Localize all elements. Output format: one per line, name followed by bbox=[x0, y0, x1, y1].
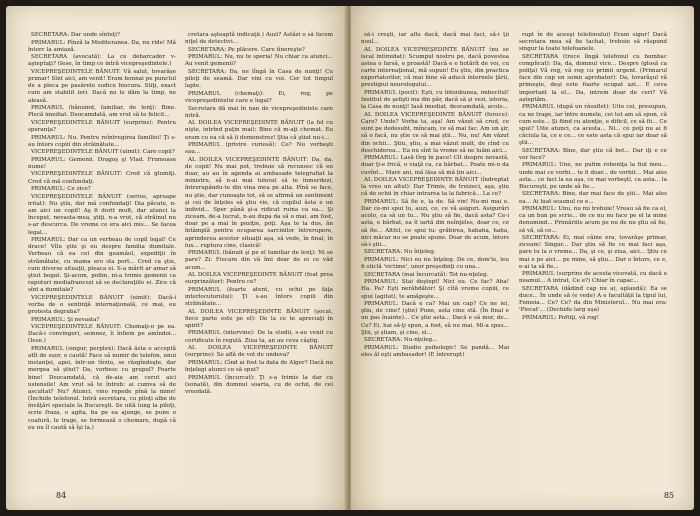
paragraph: SECRETARA (mai încurcată): Tot nu-nţeleg. bbox=[364, 271, 489, 278]
paragraph: PRIMARUL (surprins de acesta vicevată, cu dacă e neamul... A intrat, Ce e?) Chiar în capac... bbox=[519, 271, 667, 285]
paragraph: PRIMARUL: Nu, nu te speria! Nu chiar ca atunci... Au venit gemenii? bbox=[185, 54, 333, 68]
paragraph: PRIMARUL (încurcat): Ţi s-a trimis la dar cu (sonată), din domnul soarta, cu de ochii, de cei vreodată. bbox=[185, 374, 333, 395]
paragraph: rupt în de aceeşi telefonului) Eram sigur! Dacă secretara mea să fie tachat, trebuie să răspund singur la toate telefoanele. bbox=[519, 32, 667, 53]
paragraph: VICEPREŞEDINTELE BĂNUIT (serios, aproape iritat): Nu ştiu, dar mă confundaţi! Dia păcate, n-am aici un copil! Aş fi dorit mult, dar atunci la început, nevasta-mea, ştiţi, n-a vrut, că străinul nu s-ar descurca. De vreme ce era aici mis... Se facea legal... bbox=[28, 193, 176, 236]
paragraph: PRIMARUL (bănuit şi pe el familiar de lenţ): Ni se pare? Zi: Fiecare din vă îmi doar de ei ce văd acum... bbox=[185, 250, 333, 271]
paragraph: PRIMARUL (chemaţi): Ei, rog, pe vicepreşedintelui care e legal? bbox=[185, 90, 333, 104]
paragraph: cretara aşteaptă indicaţii.) Auzi? Astăzi o să facem niţel de detectivi... bbox=[185, 32, 333, 46]
paragraph: VICEPREŞEDINTELE BĂNUIT (uimit): Care copii? bbox=[31, 149, 175, 156]
right-page-number: 85 bbox=[663, 491, 674, 500]
paragraph: AL DOILEA VICEPREŞEDINTE BĂNUIT (şocat, fiece parte este pe el): De la ce te apreciaţi în spirit? bbox=[185, 308, 333, 329]
paragraph: AL DOILEA VICEPREŞEDINTE BĂNUIT (surprins): Se află de vot de undeva? bbox=[185, 345, 333, 359]
paragraph: PRIMARUL (după un răsuflet): Uite cei, presupun, ca ne trage, iar între numele, cei tot am să spun, că cum este... Şi fiind cu atenţie, e dificil, ce să fii... Ce spui? Uite atunci, ca acesta... Ni... ce poţi nu ai fi căciula ta, ce e ce... ce este asta că spui iar doar să ştii... bbox=[519, 104, 667, 147]
paragraph: VICEPREŞEDINTELE BĂNUIT: Chemaţi-o pe ea. Dacă-i convingeri, semnez, îi înfiem pe amîndoi... (Iese.) bbox=[28, 324, 176, 345]
right-page-column-2 bbox=[519, 32, 667, 323]
paragraph: PRIMARUL: Studiu psihologic! Se pandă... Mai eles ăl eşti ambasador! (E întrerupt) bbox=[361, 344, 509, 358]
paragraph: PRIMARUL: Cînd ai fost la data de Alger? Dacă nu înţelegi atunci ce să spui? bbox=[185, 359, 333, 374]
paragraph: VICEPREŞEDINTELE BĂNUIT (uimit): Dacă-i vorba de o sentinţă internaţională, ce mai, eu protesta degraba? bbox=[28, 294, 176, 316]
paragraph: PRIMARUL: Şi nevasta? bbox=[31, 316, 100, 323]
paragraph: SECRETARA: Bine, dar ştiu că bot... Dar iţi e ce vor face? bbox=[519, 147, 667, 161]
paragraph: PRIMARUL: Nu. Pentru reîntregirea familiei! Ţi s-au întors copiii din străinătate... bbox=[28, 134, 176, 148]
paragraph: SECRETARA: Nu-nţeleg... bbox=[364, 337, 438, 344]
paragraph: SECRETARA: Ei, mai câine era, tovarăşe primar, ziceam! Singur... Dar ştiu să fie ce mai faci aşa, pare tu la o vreme... Da, şi ce, şi ziua, aici... Ştiu ce mai e pe aici... pe mine, să ştiu... Dar o întors, ce e, e-ai ta să fie... bbox=[519, 235, 667, 270]
paragraph: PRIMARUL: Dacă e ca? Mai un cap? Ce ne iei, ştiu, de cine? (ştie) Pune, asta cine stă. (În final e un pas înainte)... Ce ştie asta... Dacă e să mor, de... Ce? Ei, hai să-ţi spun, a fost, să nu mai. Mi-a spus... Ştii, şi ştiam, şi cine, el... bbox=[361, 301, 509, 336]
paragraph: PRIMARUL (pocit): Eşti, cu întoidiunea, imbecilul! Institut de şefişti ma din păr, dacă să şi vezi, istoria, la Casa de nunţi! Iasă imediat, deocamdată, acolo... bbox=[361, 90, 509, 111]
paragraph: PRIMARUL (bănuind, familiar, de lenţ): Bine. Plecă imediat. Deocamdată, am vrut să te felicit... bbox=[28, 105, 176, 119]
right-page-column-1 bbox=[361, 32, 509, 360]
right-page bbox=[351, 6, 694, 510]
paragraph: PRIMARUL: Dar ca un verbeau de copil legal! Ce drace! Vîlu ştiu şi eu despre familia dumitale. Verbeau că ea cel din geamăul, expediţii în străinătate, cu mama ero sta port... Cred ca ştie, cum diverse situaţii, pleaca ei. S-a mărit ar amar să ştiut bogat. Şi-acum, pofim, ni-a trimis gemenii ca rapoturi mediafrancezi să se declaraţiile ei. Zice că sînt a dumitale? bbox=[28, 237, 176, 294]
paragraph: SECRETARA: Pe plăcere. Care tînereşte? bbox=[188, 46, 305, 53]
paragraph: AL DOILEA VICEPREŞEDINTE BĂNUIT (foat prea surprinzător): Pentru ce? bbox=[185, 272, 333, 286]
paragraph: PRIMARUL (singur, perplex): Dacă ăsta o acceptă atît de ușor, e caută! Face să numir de telefon, unui instanţei, apoi, într-un tîrziu, se răzgîndeşte, dar mergea să ştiut? Da, vorbesc cu grupul? Foarte bine! Deocamdată, că de-aia am cerut aici ustensile! Am vrut să te întreb: ai cumva să de ascultat? Nu? Atunci, vino repede pînă la mine! (Închide telefonul. Intră secretara, cu piloţi albe de învăţări speciale la Bucureşti. Se uită lung la piloţi, scrie fraza, o agita, ba pe ea ajunge, se pune o coafură, le trage, se formează o chemare, după că eu nu îl caută să îşi la.) bbox=[28, 345, 176, 431]
left-page-column-1 bbox=[28, 32, 176, 432]
paragraph: AL DOILEA VICEPREŞEDINTE BĂNUIT (feroce): Care? Unde? Vorba ta, aşa! Am văzut să cred, ce sunt pe dedesubt, mîncam, ce să mai fac. Am un şir, să o facă, nu ştie ce să mai ştii... Nu, nu! Am văzut din ochii... Ştiu, ştiu, a mai văzut mult, de cînd cu deschiderea... Ea nu sînt la vreme să ne luăm aici... bbox=[361, 111, 509, 154]
paragraph: SECRETARA (trece lîngă telefonul cu bumbac complicat): Da, da, domnul vice... Despre (glosă ca poliţa) Vă rog, vă rog cu primii urgent. (Primarul face din cap un semn aprobator): Da, tovarăşul vă primeşte, deşi este foarte ocupat azi... E ceva important la el... Da, intrem doar de ceri? Vă aşteptăm. bbox=[519, 53, 667, 103]
paragraph: PRIMARUL (intervine): De la studii, s-au venit cu certificate în regulă. Ziua ta, an au ceva câştig. bbox=[185, 330, 333, 344]
paragraph: să-i creşti, iar aflu dacă, dacă mai faci, să-i ţii noul... bbox=[361, 32, 509, 46]
paragraph: VICEPREŞEDINTELE BĂNUIT: Vă salut, tovarăşe primar! Sînt aici, am venit! Eram bonnai pe punctul de a pleca pe pasărele sudice biocura. Stiţi, exact cum am stabilit ieri. Dacă nu le dăm la timp, ne aleasă. bbox=[28, 68, 176, 104]
paragraph: PRIMARUL (privire curiosă): Ce? Nu vorbeşti sau... bbox=[185, 142, 333, 156]
paragraph: AL DOILEA VICEPREŞEDINTE BĂNUIT (la fel cu nişte, intrînd puţin mai): Bine că m-aţi chemat. Eu eram cu ea că să îi demonstrez! Ştia că ştiut nu-i... bbox=[185, 120, 333, 141]
paragraph: Secretara dă mai în nan de vicepreşedintele care intră. bbox=[185, 105, 333, 119]
paragraph: SECRETARA (dădind cap nu ai, aplaudă): Ea se duce... În unde să (e vede) A e facultăţii la tipul lui, Femeia... Ce? Ce? da din Ministerul... Nu mai era: 'Plecat'... (Dechide larg uşa) bbox=[519, 285, 667, 314]
paragraph: AL DOILEA VICEPREŞEDINTE BĂNUIT: Da, da, de copii! Nu mai pot, trebuie să recunosc că eu doar, au au în agenda ai ambasade telegrafiat la ministru, să n-ai mai tolerat să te înmerdezi, întrerupându-te din vina mea pe alta. Pînă se face, nu ştie, dar cunoaşte tot, să se afirmă un sentiment şi cei de înţeles să ştiu vie, că copilul ăsta e un individ... Sper până şi-a ridicat ruina ca ea... Şi ziceam, de-a lucrat, n-au dupa da să o mai, am fost, doar pe a mai în poziţie, poţi. Aşa te la dus, ăn întâmplă pentru ocuparea sarcinilor întrerupere, aprinderea acestor situaţii aşa, să vede, în final, în lux... ruptura cine, clasică! bbox=[185, 156, 333, 249]
paragraph: PRIMARUL: Poftiţi, vă rog! bbox=[522, 315, 600, 321]
paragraph: SECRETARA: Bine, dar mai face de ştii... Mai ales ea... Ai luat scaunul ce e... bbox=[519, 191, 667, 205]
paragraph: PRIMARUL: Gemenii. Dragoş şi Vlad. Frumoase nume! bbox=[28, 156, 176, 170]
paragraph: AL DOILEA VICEPREŞEDINTE BĂNUIT (nu se iscal intimidat): Scumpul nostru pe, dacă povestea astea o farsă, e proastă! Dacă e e hotărît de voi, cu carte internaţional, mă supun! Eu ştiu, din practica exportatorilor, că mai bine să aducă internele ţării, prestigiul neurologului... bbox=[361, 46, 509, 89]
paragraph: PRIMARUL: Să fie e, la de. Să vin! Nu-mi mai e. Dar ce-mi spui tu, auzi, ce, ce vă asiguri. Asigurări acolo, ca să un tu... Nu ştiu să fie, dacă asta? Ce-i asta, e bărbat, ea îl iartă din neînţeles, doar ce, ce să fie... Altfel, ce spui tu: grăbirea, hahaha, haha, nici măcar nu se poate spune. Doar de acum, întors să-i ştii... bbox=[361, 198, 509, 248]
paragraph: VICEPREŞEDINTELE BĂNUIT: Cred că glumiţi. Cred că mă confundaţi. bbox=[28, 171, 176, 185]
paragraph: SECRETARA: Dar unde sînteţi? bbox=[31, 32, 120, 38]
paragraph: PRIMARUL: Nici eu nu înţeleg. De ce, dom'le, leu fi sticlă 'victime', unor preşedinţi cu una... bbox=[361, 256, 509, 271]
left-page-column-2 bbox=[185, 32, 333, 396]
left-page bbox=[6, 6, 347, 510]
paragraph: SECRETARA: Da, ne lîngă în Casa de nunţi! Cu piloţi de seamă. Dar vini cu voi. Cer tot timpul lapte. bbox=[185, 68, 333, 90]
paragraph: AL DOILEA VICEPREŞEDINTE BĂNUIT (îndreptat la vreo un altul): Dar Trimis, de treizeci, aşa, ştiu că de ochii în chiar intrarea ta la fabrică... La ce? bbox=[361, 177, 509, 198]
paragraph: PRIMARUL: Pînză la Mediteranea. Da, nu ride! Mă întorc la amiază. bbox=[28, 39, 176, 53]
paragraph: PRIMARUL: Une, ne pufim roboniţa la fiul meu... unde mai ce vorbi... te fi doar... de vorbit... Mai ales asta... ce faci la ea aşa, ce mai vorbeşti, ca asta... la Bucureşti, pe unde să fie... bbox=[519, 162, 667, 190]
paragraph: PRIMARUL: Lasă tîrg în pace! Cît despre nevastă, doar ţi-e frică, o viaţă ca, ca bărbat... Poate mi-o da cuvînt... Mare ani, mă lăsa să mă țin aici... bbox=[361, 155, 509, 176]
paragraph: VICEPREŞEDINTELE BĂNUIT (surprins): Pentru speranţa? bbox=[28, 119, 176, 133]
paragraph: PRIMARUL: Unu, nu mi trebuie! Vreau să fie ca el, ca un bun pe scris... de ce nu nu face pe el la mine denumind... Primăriile acum pe nu de nu ştiu să fie, să vă, să ce... bbox=[519, 206, 667, 234]
paragraph: SECRETARA: Nu înţeleg. bbox=[364, 249, 436, 256]
paragraph: PRIMARUL (foarte atent, cu ochii pe faţa interlocutorului): Ţi s-au întors copiii din străinătate... bbox=[185, 286, 333, 308]
left-page-number: 84 bbox=[56, 491, 67, 500]
paragraph: PRIMARUL: Ce zice? bbox=[31, 186, 91, 193]
paragraph: PRIMARUL: Stai deştept! Nici eu. Ce fac? Aha! Ha. Pa? Eşti nerăbdător! Şi cîtă vreme copiii, ce spui (agitat), te amăgeşte... bbox=[361, 279, 509, 300]
paragraph: SECRETARA (avocată): La ce debarcader v-aşteptaţi? (Iese, în timp ce intră vicepreşedintele.) bbox=[28, 54, 176, 68]
